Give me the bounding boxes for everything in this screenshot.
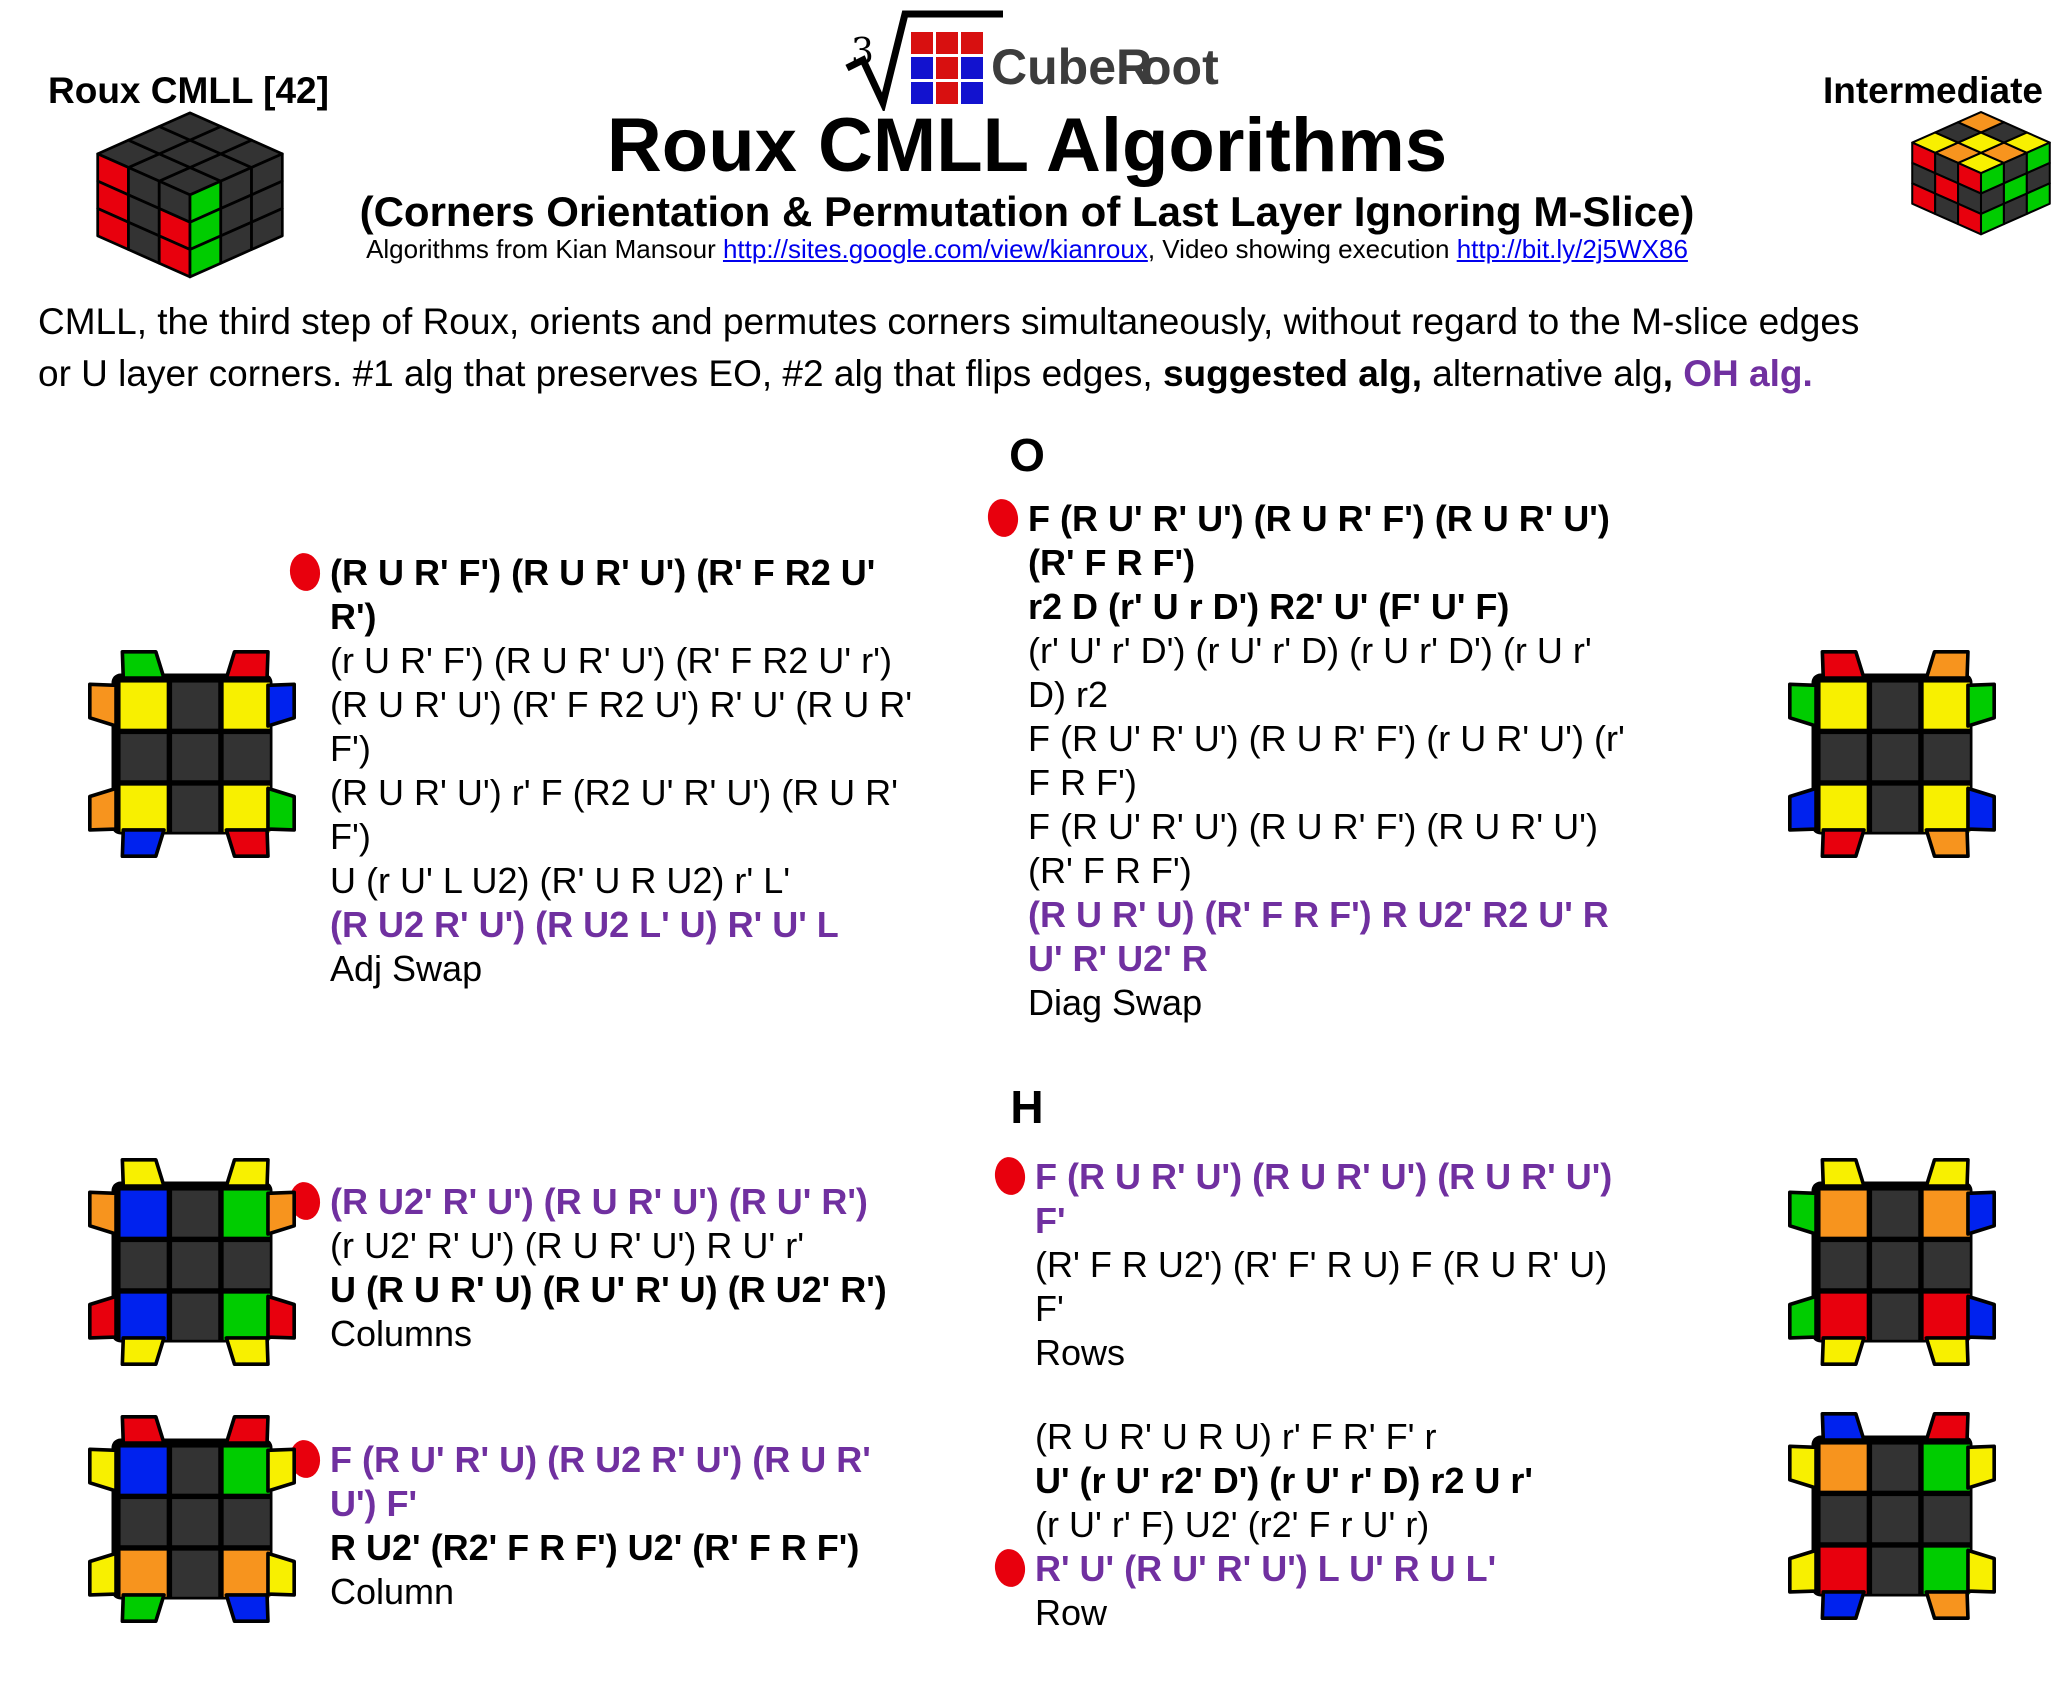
svg-text:CubeR: CubeR: [991, 39, 1153, 95]
alg-line: F': [1035, 1288, 1064, 1329]
cube-diagram-columns: [88, 1158, 296, 1366]
alg-line: Columns: [330, 1313, 473, 1354]
intro-segment: alternative alg: [1422, 353, 1663, 394]
alg-line: R' U' (R U' R' U') L U' R U L': [1035, 1548, 1497, 1589]
credit-mid: , Video showing execution: [1147, 234, 1457, 264]
svg-text:oot: oot: [1141, 39, 1219, 95]
alg-line: (R U2 R' U') (R U2 L' U) R' U' L: [330, 904, 839, 945]
alg-line: (r U2' R' U') (R U R' U') R U' r': [330, 1225, 805, 1266]
cube-diagram-diag-swap: [1788, 650, 1996, 858]
alg-line: (R U R' U') (R' F R2 U') R' U' (R U R': [330, 684, 913, 725]
alg-line: Adj Swap: [330, 948, 483, 989]
alg-line: U (r U' L U2) (R' U R U2) r' L': [330, 860, 791, 901]
alg-line: (r' U' r' D') (r U' r' D) (r U r' D') (r U r': [1028, 630, 1592, 671]
section-heading-h: H: [1010, 1081, 1044, 1133]
alg-block-h-column: [330, 1438, 1020, 1614]
page-subtitle: (Corners Orientation & Permutation of Last Layer Ignoring M-Slice): [359, 188, 1695, 235]
intro-segment: ,: [1662, 353, 1684, 394]
alg-line: U (R U R' U) (R U' R' U) (R U2' R'): [330, 1269, 887, 1310]
alg-line: F'): [330, 816, 371, 857]
intro-segment: or U layer corners. #1 alg that preserves EO, #2 alg that flips edges,: [38, 353, 1163, 394]
svg-text:3: 3: [851, 32, 874, 73]
cube-diagram-adj-swap: [88, 650, 296, 858]
alg-line: D) r2: [1028, 674, 1108, 715]
alg-line: r2 D (r' U r D') R2' U' (F' U' F): [1028, 586, 1510, 627]
alg-line: (R U R' U) (R' F R F') R U2' R2 U' R: [1028, 894, 1609, 935]
alg-line: F (R U' R' U) (R U2 R' U') (R U R': [330, 1439, 871, 1480]
credit-prefix: Algorithms from Kian Mansour: [366, 234, 723, 264]
alg-line: R'): [330, 596, 377, 637]
intro-line: [38, 348, 2038, 400]
alg-line: F (R U' R' U') (R U R' F') (R U R' U'): [1028, 498, 1610, 539]
alg-line: F'): [330, 728, 371, 769]
alg-line: F (R U R' U') (R U R' U') (R U R' U'): [1035, 1156, 1613, 1197]
section-heading-o: O: [1009, 429, 1045, 481]
kianroux-link[interactable]: http://sites.google.com/view/kianroux: [722, 234, 1148, 264]
alg-line: F': [1035, 1200, 1066, 1241]
page-title: Roux CMLL Algorithms: [606, 103, 1448, 188]
cuberoot-logo-icon: [845, 6, 1245, 111]
alg-line: F (R U' R' U') (R U R' F') (r U R' U') (r': [1028, 718, 1625, 759]
intro-line: CMLL, the third step of Roux, orients and permutes corners simultaneously, without regard to the M-slice edges: [38, 301, 1860, 342]
alg-line: (R U R' U') r' F (R2 U' R' U') (R U R': [330, 772, 899, 813]
alg-line: R U2' (R2' F R F') U2' (R' F R F'): [330, 1527, 860, 1568]
credit-line: [0, 234, 2054, 265]
video-link[interactable]: http://bit.ly/2j5WX86: [1456, 234, 1688, 264]
alg-block-o-diag-swap: [1028, 497, 1773, 1025]
alg-line: Row: [1035, 1592, 1108, 1633]
alg-line: (r U' r' F) U2' (r2' F r U' r): [1035, 1504, 1430, 1545]
red-dot-marker-icon: [288, 551, 323, 593]
alg-line: Column: [330, 1571, 455, 1612]
alg-line: (R' F R F'): [1028, 542, 1196, 583]
alg-line: (R U R' U R U) r' F R' F' r: [1035, 1416, 1437, 1457]
alg-line: (R U R' F') (R U R' U') (R' F R2 U': [330, 552, 876, 593]
alg-line: U' R' U2' R: [1028, 938, 1208, 979]
cube-diagram-row: [1788, 1412, 1996, 1620]
alg-line: Diag Swap: [1028, 982, 1203, 1023]
intro-paragraph: [38, 296, 2038, 400]
alg-block-h-row: [1035, 1415, 1775, 1635]
alg-line: U' (r U' r2' D') (r U' r' D) r2 U r': [1035, 1460, 1533, 1501]
alg-block-o-adj-swap: [330, 551, 1020, 991]
red-dot-marker-icon: [986, 497, 1021, 539]
alg-line: F (R U' R' U') (R U R' F') (R U R' U'): [1028, 806, 1599, 847]
sheet-name-label: Roux CMLL [42]: [48, 70, 329, 111]
intro-segment: OH alg.: [1683, 353, 1813, 394]
alg-line: (R' F R F'): [1028, 850, 1192, 891]
alg-line: (R U2' R' U') (R U R' U') (R U' R'): [330, 1181, 868, 1222]
alg-line: Rows: [1035, 1332, 1126, 1373]
cube-diagram-rows: [1788, 1158, 1996, 1366]
cube-diagram-column: [88, 1415, 296, 1623]
alg-line: (r U R' F') (R U R' U') (R' F R2 U' r'): [330, 640, 893, 681]
difficulty-label: Intermediate: [1822, 70, 2043, 111]
alg-block-h-columns: [330, 1180, 1020, 1356]
alg-line: F R F'): [1028, 762, 1137, 803]
alg-line: U') F': [330, 1483, 418, 1524]
alg-block-h-rows: [1035, 1155, 1775, 1375]
intro-segment: suggested alg,: [1162, 353, 1423, 394]
alg-line: (R' F R U2') (R' F' R U) F (R U R' U): [1035, 1244, 1608, 1285]
